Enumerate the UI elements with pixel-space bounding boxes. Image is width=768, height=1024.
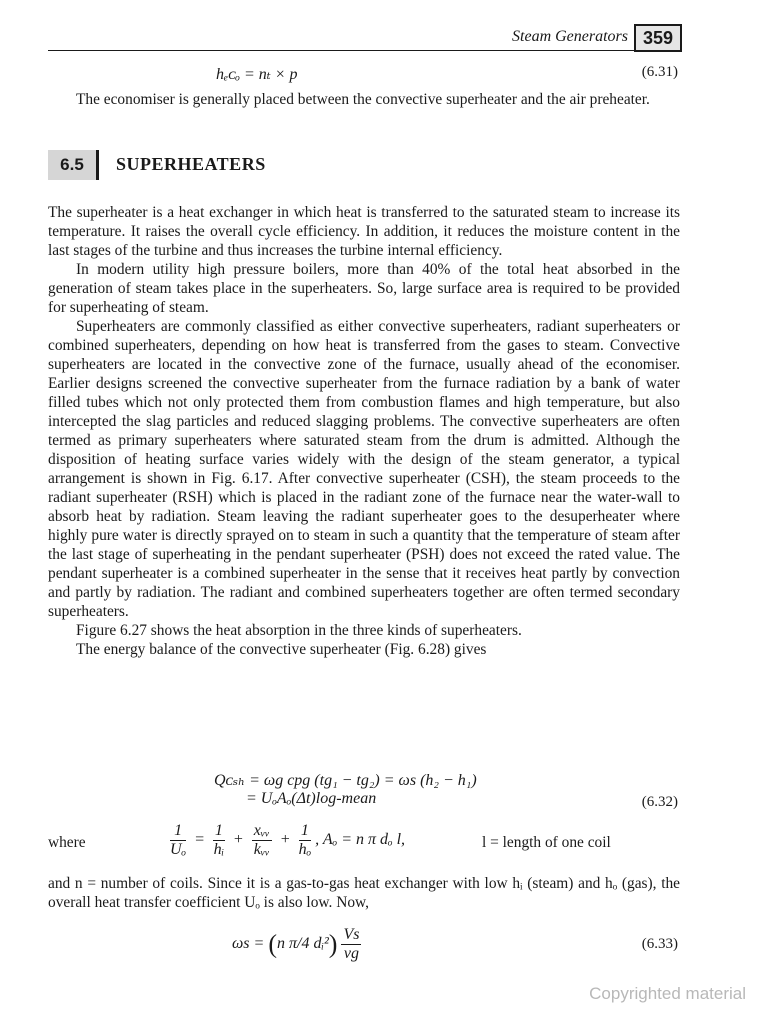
paragraph-1: The superheater is a heat exchanger in which heat is transferred to the saturated steam to increase its temperature. It raises the overall cycle efficiency. In addition, it reduces the moisture content in the last stages of the turbine and thus increases the turbine internal efficiency. [48, 204, 680, 259]
equation-6-32-line2: = UₒAₒ(Δt)log-mean [246, 790, 377, 807]
running-title: Steam Generators [512, 28, 628, 45]
paragraph-3: Superheaters are commonly classified as either convective superheaters, radiant superheaters or combined superheaters, depending on how heat is transferred from the gases to steam. Convective superheaters are located in the convective zone of the furnace, usually ahead of the economiser. Earlier designs screened the convective superheater from the furnace radiation by a bank of water filled tubes which not only protected them from combustion flames and high temperature, but also intercepted the slag particles and reduced slagging problems. The convective superheaters are often termed as primary superheaters where saturated steam from the drum is admitted. Although the disposition of heating surface varies widely with the design of the steam generator, a typical arrangement is shown in Fig. 6.17. After convective superheater (CSH), the steam proceeds to the radiant superheater (RSH) which is placed in the radiant zone of the furnace near the water-wall to absorb heat by radiation. Steam leaving the radiant superheater goes to the desuperheater where highly pure water is directly sprayed on to steam in such a quantity that the temperature of steam after the last stage of superheating in the pendant superheater (PSH) does not exceed the rated value. The pendant superheater is a combined superheater in the sense that it receives heat partly by convection and partly by radiation. The radiant and combined superheaters together are often termed secondary superheaters. [48, 318, 680, 620]
equation-number-6-33: (6.33) [641, 936, 678, 952]
area-definition: , Aₒ = n π dₒ l, [315, 831, 406, 849]
section-number-badge: 6.5 [48, 150, 99, 180]
body-text [48, 203, 680, 659]
after-paragraph [48, 874, 680, 912]
section-title: SUPERHEATERS [116, 154, 266, 174]
plus-sign: + [228, 831, 248, 849]
plus-sign: + [275, 831, 295, 849]
copyright-watermark: Copyrighted material [589, 984, 746, 1003]
eq-633-lhs: ωs = [232, 935, 265, 953]
equation-6-33 [232, 926, 361, 963]
open-paren: ( [268, 929, 277, 959]
close-paren: ) [328, 929, 338, 959]
paragraph-5: The energy balance of the convective superheater (Fig. 6.28) gives [76, 641, 487, 658]
equation-number-6-32: (6.32) [641, 794, 678, 810]
intro-text: The economiser is generally placed between the convective superheater and the air preheater. [76, 91, 650, 108]
heat-transfer-coefficient-equation [170, 822, 405, 859]
paragraph-2: In modern utility high pressure boilers, more than 40% of the total heat absorbed in the generation of steam takes place in the superheaters. So, large surface area is required to be provided for superheating of steam. [48, 261, 680, 316]
fraction-term-3: $\frac{1}{\text{hₒ}}$ [298, 822, 312, 858]
intro-paragraph [48, 90, 680, 109]
equation-6-31: hₑᴄₒ = nₜ × p [216, 66, 298, 83]
header-rule [48, 50, 678, 51]
after-text: and n = number of coils. Since it is a gas-to-gas heat exchanger with low hᵢ (steam) and hₒ (gas), the overall heat transfer coefficient Uₒ is also low. Now, [48, 875, 680, 911]
coil-length-note: l = length of one coil [482, 834, 611, 851]
fraction-velocity-volume: $\frac{Vs}{vg}$ [343, 926, 360, 962]
page-number: 359 [634, 24, 682, 52]
where-label: where [48, 834, 86, 851]
eq-633-inner: n π/4 dᵢ² [277, 935, 329, 953]
fraction-term-1: $\frac{1}{\text{hᵢ}}$ [213, 822, 225, 858]
fraction-lhs: $\frac{1}{\text{Uₒ}}$ [170, 822, 187, 858]
equation-number-6-31: (6.31) [641, 64, 678, 80]
paragraph-4: Figure 6.27 shows the heat absorption in the three kinds of superheaters. [76, 622, 522, 639]
equation-6-32-line1: Qᴄₛₕ = ωg cpg (tg₁ − tg₂) = ωs (h₂ − h₁) [214, 772, 477, 789]
equals-sign: = [190, 831, 209, 849]
fraction-term-2: $\frac{\text{xᵥᵥ}}{\text{kᵥᵥ}}$ [253, 822, 270, 858]
